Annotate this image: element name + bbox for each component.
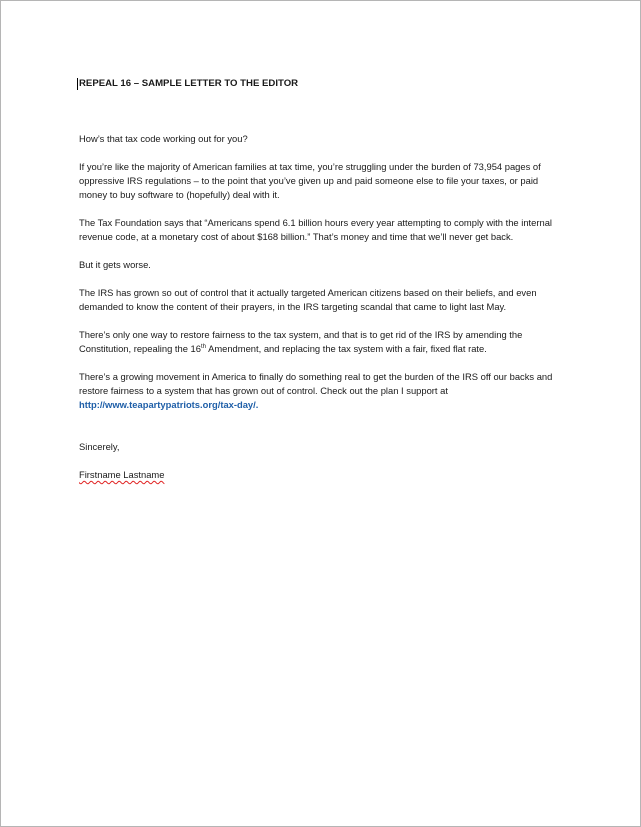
closing-salutation: Sincerely,	[79, 441, 120, 452]
paragraph-gets-worse: But it gets worse.	[79, 259, 151, 270]
text-cursor	[77, 78, 78, 90]
signature-line	[79, 468, 567, 482]
signature-name: Firstname Lastname	[79, 469, 165, 480]
paragraph-irs-scandal: The IRS has grown so out of control that it actually targeted American citizens based on their beliefs, and even demanded to know the content of their prayers, in the IRS targeting scandal that came to light last May.	[79, 287, 537, 312]
movement-text: There’s a growing movement in America to finally do something real to get the burden of the IRS off our backs and restore fairness to a system that has grown out of control. Check out the plan I support at	[79, 371, 553, 396]
paragraph-tax-burden: If you’re like the majority of American families at tax time, you’re struggling under the burden of 73,954 pages of oppressive IRS regulations – to the point that you’ve given up and paid someone else to file your taxes, or paid money to buy software to (hopefully) deal with it.	[79, 161, 541, 200]
letter-body	[79, 77, 567, 496]
repeal-text-after: Amendment, and replacing the tax system with a fair, fixed flat rate.	[205, 343, 487, 354]
paragraph-movement	[79, 370, 567, 412]
letter-title-text: REPEAL 16 – SAMPLE LETTER TO THE EDITOR	[79, 78, 299, 89]
paragraph-repeal	[79, 328, 567, 356]
paragraph-tax-foundation: The Tax Foundation says that “Americans spend 6.1 billion hours every year attempting to comply with the internal revenue code, at a monetary cost of about $168 billion.” That’s money and time that we’ll never get back.	[79, 217, 552, 242]
ordinal-suffix: th	[200, 343, 206, 350]
repeal-text-before: There’s only one way to restore fairness to the tax system, and that is to get rid of the IRS by amending the Constitution, repealing the 16	[79, 329, 523, 354]
paragraph-intro: How’s that tax code working out for you?	[79, 133, 248, 144]
letter-title	[79, 77, 567, 91]
tax-day-link[interactable]: http://www.teapartypatriots.org/tax-day/.	[79, 399, 259, 410]
